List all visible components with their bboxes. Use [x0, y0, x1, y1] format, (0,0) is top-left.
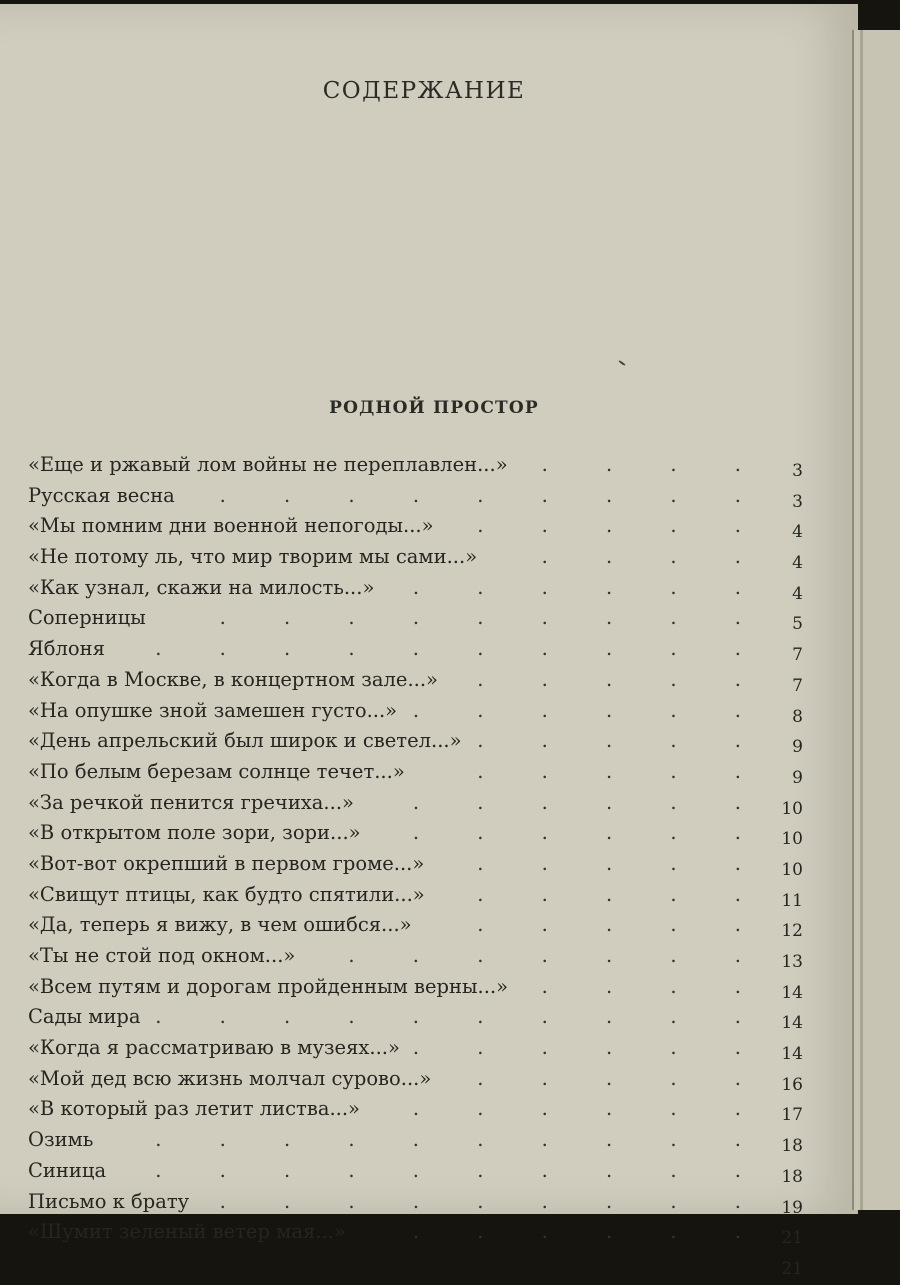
toc-page-number: 16 [781, 1074, 803, 1095]
toc-entry [28, 696, 803, 727]
toc-page-number: 8 [792, 706, 803, 727]
toc-entry [28, 1125, 803, 1156]
toc-leader-dots: . . . . . . [412, 698, 767, 722]
toc-page-number: 9 [792, 767, 803, 788]
toc-page-number: 3 [792, 491, 803, 512]
toc-page-number: 12 [781, 921, 803, 942]
toc-entry-title: «Шумит зеленый ветер мая...» [28, 1220, 346, 1244]
page-gutter [860, 30, 863, 1210]
toc-entry-partial [28, 1248, 803, 1279]
toc-entry [28, 1033, 803, 1064]
toc-entry-title: Синица [28, 1158, 107, 1182]
toc-leader-dots: . . . . . . [412, 821, 767, 845]
toc-page-number: 7 [792, 675, 803, 696]
page-title: СОДЕРЖАНИЕ [322, 78, 526, 104]
toc-leader-dots: . . . . . . . [348, 944, 767, 967]
toc-leader-dots: . . . . . [477, 729, 767, 753]
toc-page-number: 5 [792, 614, 803, 635]
toc-leader-dots: . . . . . [477, 759, 767, 783]
toc-leader-dots: . . . . [541, 545, 767, 569]
toc-entry-title: «Свищут птицы, как будто спятили...» [28, 882, 425, 906]
toc-entry [28, 818, 803, 849]
toc-entry-title: «Вот-вот окрепший в первом громе...» [28, 851, 425, 875]
toc-entry [28, 665, 803, 696]
toc-leader-dots: . . . . . . [412, 790, 767, 814]
toc-page-number: 10 [781, 859, 803, 880]
toc-entry [28, 511, 803, 542]
toc-page-number: 9 [792, 737, 803, 758]
toc-page-number: 18 [781, 1166, 803, 1187]
toc-page-number: 10 [781, 829, 803, 850]
toc-entry [28, 542, 803, 573]
toc-entry-title: «На опушке зной замешен густо...» [28, 698, 398, 722]
toc-entry-title: Озимь [28, 1128, 94, 1152]
toc-entry [28, 1217, 803, 1248]
toc-entry-title: Сады мира [28, 1005, 141, 1029]
toc-entry-title: «Как узнал, скажи на милость...» [28, 575, 375, 599]
toc-page-number: 7 [792, 645, 803, 666]
toc-entry [28, 726, 803, 757]
toc-entry-title: «Да, теперь я вижу, в чем ошибся...» [28, 913, 412, 937]
toc-entry [28, 1002, 803, 1033]
toc-page-number: 10 [781, 798, 803, 819]
toc-entry-title: «Еще и ржавый лом войны не переплавлен...» [28, 453, 508, 476]
toc-page-number: 13 [781, 952, 803, 972]
toc-leader-dots: . . . . [541, 974, 767, 998]
toc-page-number: 21 [781, 1228, 803, 1249]
toc-leader-dots: . . . . . . [412, 1097, 767, 1121]
toc-entry [28, 1187, 803, 1218]
toc-entry [28, 573, 803, 604]
toc-entry-title: Русская весна [28, 483, 175, 507]
toc-entry [28, 634, 803, 665]
toc-entry [28, 849, 803, 880]
toc-entry [28, 1156, 803, 1187]
toc-leader-dots: . . . . . . [412, 1220, 767, 1244]
toc-entry-title: «Не потому ль, что мир творим мы сами...» [28, 545, 478, 569]
toc-leader-dots: . . . . . . [412, 1036, 767, 1060]
toc-leader-dots: . . . . . [477, 913, 767, 937]
toc-leader-dots: . . . . . . . . . . [155, 637, 767, 661]
toc-entry-title: «Когда я рассматриваю в музеях...» [28, 1036, 400, 1060]
toc-entry [28, 603, 803, 634]
toc-entry [28, 910, 803, 941]
toc-leader-dots: . . . . . [477, 851, 767, 875]
toc-entry-title: «За речкой пенится гречиха...» [28, 790, 354, 814]
toc-entry [28, 450, 803, 481]
toc-entry-title: «В открытом поле зори, зори...» [28, 821, 361, 845]
table-of-contents [28, 450, 803, 1279]
toc-leader-dots: . . . . . . . . . [219, 606, 767, 630]
toc-entry-title: Соперницы [28, 606, 146, 630]
toc-entry-title: «Всем путям и дорогам пройденным верны...» [28, 974, 509, 998]
toc-entry-title: «По белым березам солнце течет...» [28, 759, 405, 783]
toc-page-number: 14 [781, 1013, 803, 1034]
toc-page-number: 14 [781, 982, 803, 1003]
toc-leader-dots: . . . . . [477, 667, 767, 691]
toc-leader-dots: . . . . . [477, 514, 767, 538]
toc-leader-dots: . . . . . . . . . [219, 1189, 767, 1213]
book-page [0, 4, 858, 1279]
toc-leader-dots: . . . . . . . . . . [155, 1005, 767, 1029]
toc-entry-title: «Ты не стой под окном...» [28, 944, 296, 967]
section-title: РОДНОЙ ПРОСТОР [329, 398, 539, 418]
toc-page-number: 14 [781, 1044, 803, 1065]
toc-leader-dots: . . . . [541, 453, 767, 476]
toc-entry [28, 1064, 803, 1095]
toc-entry [28, 1094, 803, 1125]
toc-leader-dots: . . . . . . . . . . [155, 1158, 767, 1182]
toc-entry-title: «Когда в Москве, в концертном зале...» [28, 667, 438, 691]
toc-entry-title: Письмо к брату [28, 1189, 190, 1213]
toc-page-number: 4 [792, 553, 803, 574]
toc-entry [28, 972, 803, 1003]
toc-entry [28, 880, 803, 911]
toc-leader-dots: . . . . . . [412, 575, 767, 599]
toc-entry [28, 481, 803, 512]
toc-entry-title: «Мы помним дни военной непогоды...» [28, 514, 434, 538]
toc-page-number: 3 [792, 461, 803, 481]
toc-page-number: 4 [792, 583, 803, 604]
toc-page-number: 11 [781, 890, 803, 911]
toc-leader-dots: . . . . . [477, 1066, 767, 1090]
toc-entry [28, 788, 803, 819]
toc-page-number: 21 [781, 1258, 803, 1279]
toc-entry-title: Яблоня [28, 637, 105, 661]
toc-entry-title: «В который раз летит листва...» [28, 1097, 360, 1121]
next-page-edge [852, 30, 900, 1210]
toc-page-number: 17 [781, 1105, 803, 1126]
toc-leader-dots: . . . . . [477, 882, 767, 906]
toc-leader-dots: . . . . . . . . . . [155, 1128, 767, 1152]
toc-entry [28, 757, 803, 788]
toc-entry [28, 941, 803, 972]
toc-page-number: 4 [792, 522, 803, 543]
toc-entry-title: «Мой дед всю жизнь молчал сурово...» [28, 1066, 432, 1090]
toc-entry-title: «День апрельский был широк и светел...» [28, 729, 462, 753]
paper-mark [618, 360, 626, 366]
toc-page-number: 18 [781, 1136, 803, 1157]
toc-leader-dots: . . . . . . . . . [219, 483, 767, 507]
toc-page-number: 19 [781, 1197, 803, 1218]
